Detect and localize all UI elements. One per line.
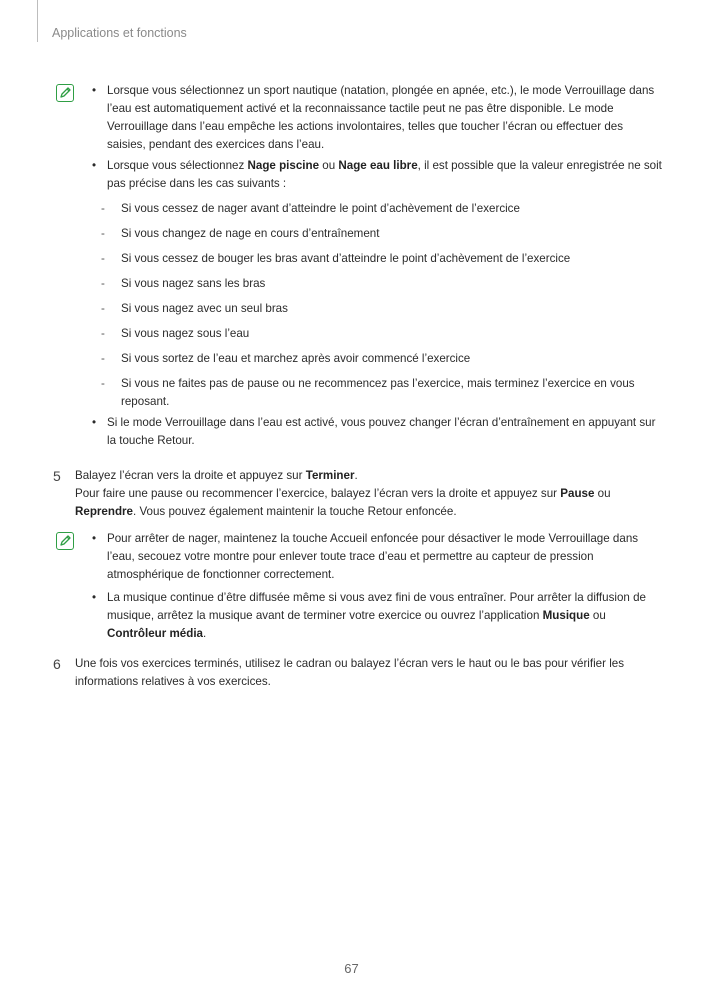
- step-number: 6: [53, 656, 61, 672]
- list-item: - Si vous nagez sans les bras: [92, 275, 662, 293]
- note-2-bullet-2: • La musique continue d’être diffusée même si vous avez fini de vous entraîner. Pour arrêter la diffusion de musique, arrêtez la musique avant de terminer votre exercice ou ouvrez l’application Musique ou Contrôleur média.: [92, 589, 662, 643]
- step-6-text: Une fois vos exercices terminés, utilisez le cadran ou balayez l’écran vers le haut ou le bas pour vérifier les informations relatives à vos exercices.: [75, 657, 625, 688]
- list-item: - Si vous nagez avec un seul bras: [92, 300, 662, 318]
- conditions-list: [92, 200, 662, 411]
- section-title: Applications et fonctions: [52, 26, 187, 40]
- step-5-line-2: Pour faire une pause ou recommencer l’exercice, balayez l’écran vers la droite et appuyez sur Pause ou Reprendre. Vous pouvez également maintenir la touche Retour enfoncée.: [75, 487, 611, 518]
- note-1: [92, 82, 662, 450]
- pencil-note-icon: [56, 532, 74, 550]
- step-5-line-1: Balayez l’écran vers la droite et appuyez sur Terminer.: [75, 469, 358, 482]
- page-number: 67: [344, 961, 359, 976]
- step-number: 5: [53, 468, 61, 484]
- list-item: - Si vous changez de nage en cours d’entraînement: [92, 225, 662, 243]
- note-2-bullet-1: • Pour arrêter de nager, maintenez la touche Accueil enfoncée pour désactiver le mode Verrouillage dans l’eau, secouez votre montre pour enlever toute trace d’eau et permettre au capteur de pression atmosphérique de fonctionner correctement.: [92, 530, 662, 584]
- step-5: [75, 467, 660, 521]
- pencil-note-icon: [56, 84, 74, 102]
- list-item: - Si vous nagez sous l’eau: [92, 325, 662, 343]
- list-item: - Si vous cessez de bouger les bras avant d’atteindre le point d’achèvement de l’exercice: [92, 250, 662, 268]
- list-item: - Si vous sortez de l’eau et marchez après avoir commencé l’exercice: [92, 350, 662, 368]
- note-2: [92, 530, 662, 643]
- note-1-bullet-1: • Lorsque vous sélectionnez un sport nautique (natation, plongée en apnée, etc.), le mode Verrouillage dans l’eau est automatiquement activé et la reconnaissance tactile peut ne pas être disponible. Le mode Verrouillage dans l’eau empêche les actions involontaires, telles que toucher l’écran ou effectuer des saisies, pendant des exercices dans l’eau.: [92, 82, 662, 154]
- note-1-bullet-2: • Lorsque vous sélectionnez Nage piscine ou Nage eau libre, il est possible que la valeur enregistrée ne soit pas précise dans les cas suivants :: [92, 157, 662, 193]
- header-divider: [37, 0, 38, 42]
- list-item: - Si vous ne faites pas de pause ou ne recommencez pas l’exercice, mais terminez l’exercice en vous reposant.: [92, 375, 662, 411]
- note-1-bullet-3: • Si le mode Verrouillage dans l’eau est activé, vous pouvez changer l’écran d’entraînement en appuyant sur la touche Retour.: [92, 414, 662, 450]
- step-6: [75, 655, 660, 691]
- list-item: - Si vous cessez de nager avant d’atteindre le point d’achèvement de l’exercice: [92, 200, 662, 218]
